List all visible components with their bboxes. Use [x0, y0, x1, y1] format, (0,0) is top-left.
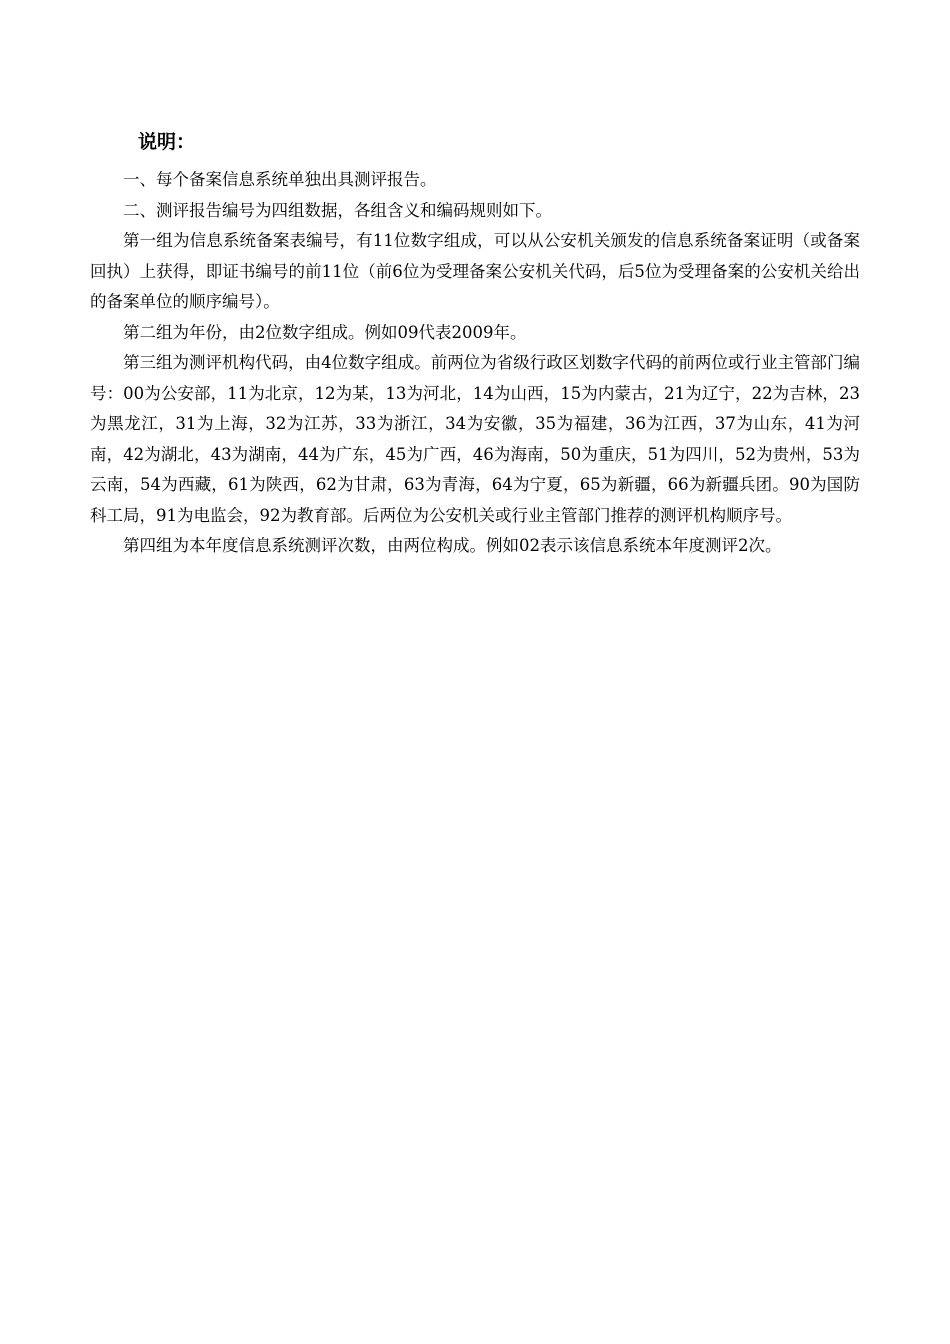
paragraph-report-per-system: 一、每个备案信息系统单独出具测评报告。: [123, 170, 437, 189]
document-heading: 说明：: [138, 131, 196, 153]
paragraph-numbering-rules: 二、测评报告编号为四组数据，各组含义和编码规则如下。: [123, 200, 552, 220]
paragraph-group-two: 第二组为年份，由2位数字组成。例如09代表2009年。: [123, 322, 527, 342]
paragraph-group-four: 第四组为本年度信息系统测评次数，由两位构成。例如02表示该信息系统本年度测评2次。: [123, 536, 782, 555]
paragraph-group-one: 第一组为信息系统备案表编号，有11位数字组成，可以从公安机关颁发的信息系统备案证明（或备案回执）上获得，即证书编号的前11位（前6位为受理备案公安机关代码，后5位为受理备案的公安机关给出的备案单位的顺序编号）。: [90, 231, 860, 311]
document-body: [90, 165, 860, 562]
paragraph-group-three: 第三组为测评机构代码，由4位数字组成。前两位为省级行政区划数字代码的前两位或行业主管部门编号：00为公安部，11为北京，12为某，13为河北，14为山西，15为内蒙古，21为辽宁，22为吉林，23为黑龙江，31为上海，32为江苏，33为浙江，34为安徽，35为福建，36为江西，37为山东，41为河南，42为湖北，43为湖南，44为广东，45为广西，46为海南，50为重庆，51为四川，52为贵州，53为云南，54为西藏，61为陕西，62为甘肃，63为青海，64为宁夏，65为新疆，66为新疆兵团。90为国防科工局，91为电监会，92为教育部。后两位为公安机关或行业主管部门推荐的测评机构顺序号。: [90, 353, 860, 525]
